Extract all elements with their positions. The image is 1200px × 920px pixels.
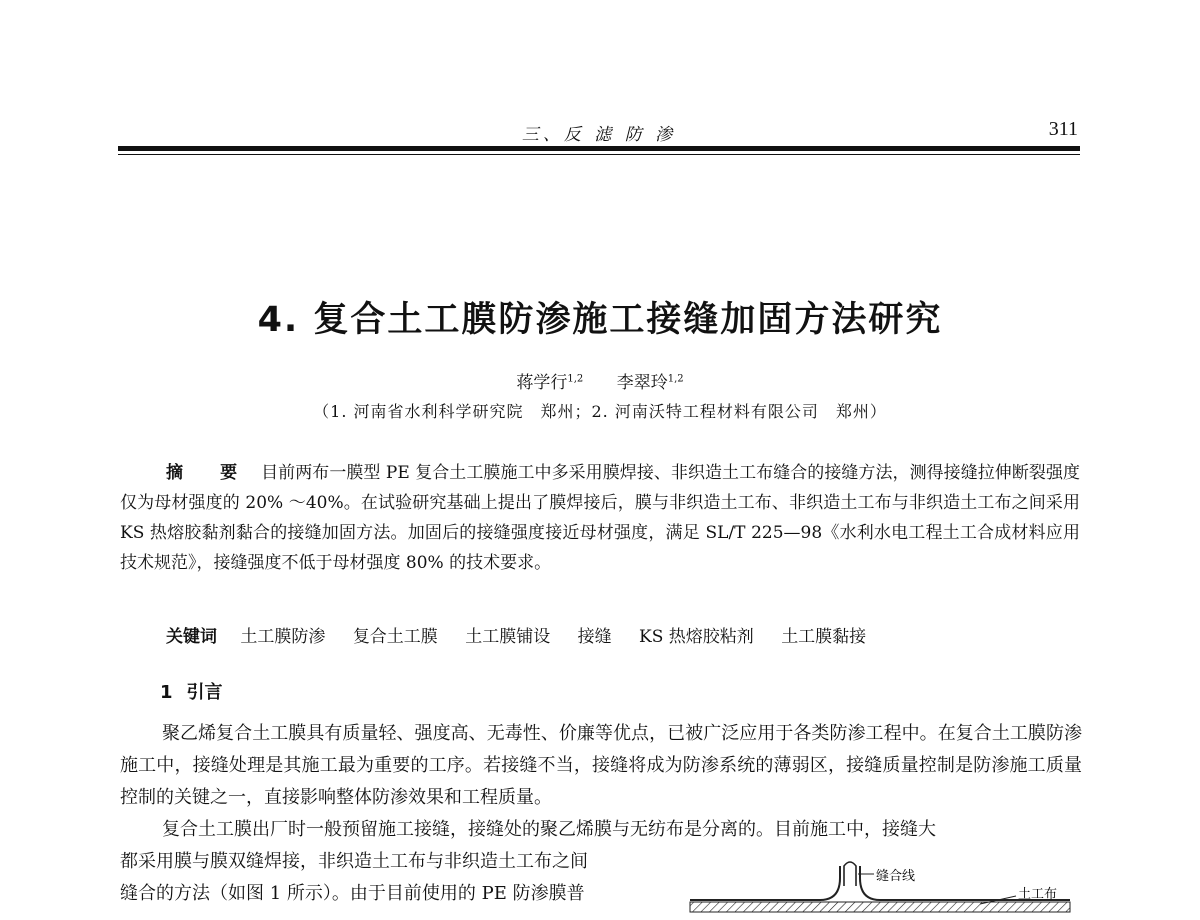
seam-line-label: 缝合线 — [876, 869, 916, 884]
author-name: 蒋学行 — [516, 373, 568, 393]
header-rule-thin — [118, 154, 1080, 155]
geotextile-layer — [690, 902, 1070, 912]
keywords-label: 关键词 — [166, 627, 217, 647]
body-paragraph-narrow — [120, 846, 680, 910]
page-number: 311 — [1048, 118, 1078, 140]
author — [617, 373, 684, 393]
body-paragraph-line: 复合土工膜出厂时一般预留施工接缝，接缝处的聚乙烯膜与无纺布是分离的。目前施工中，接缝大 — [162, 819, 936, 840]
author-name: 李翠玲 — [616, 373, 668, 393]
author-affil: 1,2 — [567, 373, 584, 385]
body-line: 缝合的方法（如图 1 所示）。由于目前使用的 PE 防渗膜普 — [120, 883, 585, 904]
keyword: 土工膜防渗 — [240, 627, 326, 647]
running-title: 三、反 滤 防 渗 — [521, 125, 677, 145]
section-title: 引言 — [186, 682, 223, 703]
keywords — [166, 622, 888, 647]
figure-1 — [680, 856, 1080, 920]
membrane-line — [690, 866, 840, 900]
header-rule-thick — [118, 146, 1080, 151]
seam-diagram — [680, 856, 1080, 920]
abstract-label: 摘 要 — [166, 463, 248, 483]
paper-title: 4. 复合土工膜防渗施工接缝加固方法研究 — [257, 300, 943, 340]
abstract-text: 目前两布一膜型 PE 复合土工膜施工中多采用膜焊接、非织造土工布缝合的接缝方法，测得接缝拉伸断裂强度仅为母材强度的 20% ～40%。在试验研究基础上提出了膜焊接后，膜与非织造土工布、非织造土工布与非织造土工布之间采用 KS 热熔胶黏剂黏合的接缝加固方法。加固后的接缝强度接近母材强度，满足 SL/T 225—98《水利水电工程土工合成材料应用技术规范》，接缝强度不低于母材强度 80% 的技术要求。 — [120, 463, 1080, 573]
keyword: 土工膜铺设 — [465, 627, 551, 647]
geotextile-label: 土工布 — [1018, 887, 1058, 902]
abstract — [120, 458, 1080, 578]
authors — [0, 368, 1200, 393]
keyword: 复合土工膜 — [352, 627, 438, 647]
section-number: 1 — [160, 682, 173, 703]
keyword: 土工膜黏接 — [781, 627, 867, 647]
keyword: 接缝 — [577, 627, 612, 647]
author-affil: 1,2 — [667, 373, 684, 385]
keyword: KS 热熔胶粘剂 — [639, 627, 754, 647]
section-heading — [160, 678, 223, 704]
author — [516, 373, 583, 393]
affiliation: （1. 河南省水利科学研究院 郑州；2. 河南沃特工程材料有限公司 郑州） — [313, 402, 887, 421]
seam-fold — [844, 862, 856, 886]
body-line: 都采用膜与膜双缝焊接，非织造土工布与非织造土工布之间 — [120, 851, 588, 872]
body-paragraph: 聚乙烯复合土工膜具有质量轻、强度高、无毒性、价廉等优点，已被广泛应用于各类防渗工程中。在复合土工膜防渗施工中，接缝处理是其施工最为重要的工序。若接缝不当，接缝将成为防渗系统的薄弱区，接缝质量控制是防渗施工质量控制的关键之一，直接影响整体防渗效果和工程质量。 — [120, 723, 1082, 808]
